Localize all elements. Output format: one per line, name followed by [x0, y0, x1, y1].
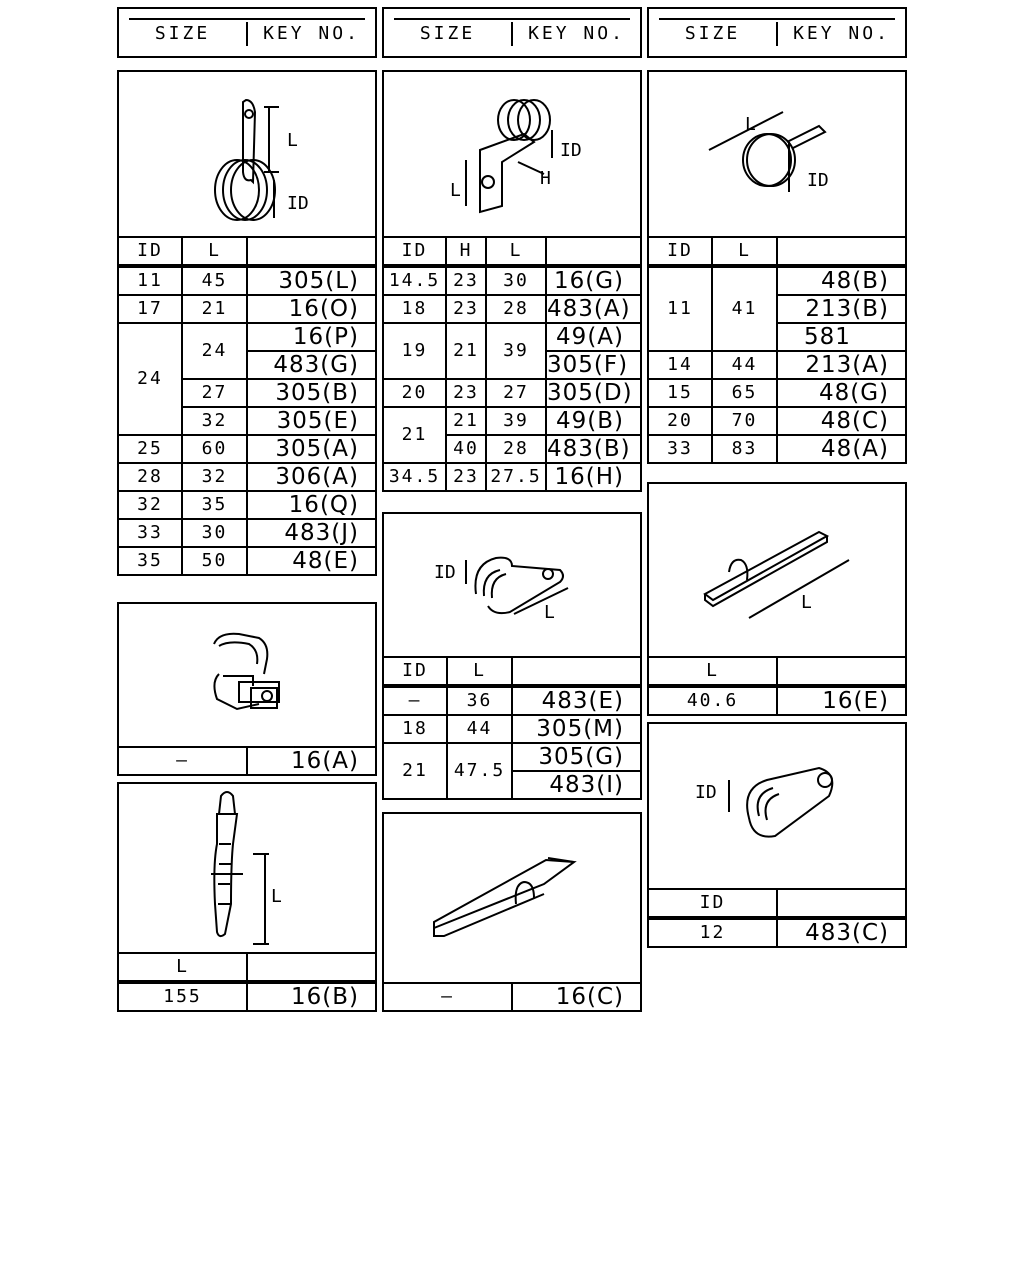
table-row: 15 65 48(G) [648, 379, 906, 407]
table-row: — 16(A) [118, 747, 376, 775]
table-row: 32 35 16(Q) [118, 491, 376, 519]
table-row: 25 60 305(A) [118, 435, 376, 463]
dim-L: L [745, 114, 756, 135]
table-row: 483(I) [383, 771, 641, 799]
header-col2 [382, 7, 642, 58]
table-row: 20 23 27 305(D) [383, 379, 641, 407]
table-row: 34.5 23 27.5 16(H) [383, 463, 641, 491]
key-no-label: KEY NO. [528, 23, 625, 44]
table-col3-strap: L 40.6 16(E) [647, 656, 907, 716]
size-label: SIZE [384, 22, 513, 46]
table-col2-bracket: ID H L 14.5 23 30 16(G) 18 23 28 483(A) 19 21 39 49(A) 305(F) 20 23 27 305(D) 21 21 39 49(B) 40 28 483(B) 34.5 23 27.5 16(H) [382, 236, 642, 492]
strap-clip-drawing [649, 484, 905, 656]
key-no-label: KEY NO. [263, 23, 360, 44]
header-col1 [117, 7, 377, 58]
bracket-clamp-drawing [384, 72, 640, 236]
figure-strap-clip [647, 482, 907, 658]
dim-ID: ID [287, 193, 309, 214]
figure-p-clip [647, 722, 907, 890]
table-col1-clip [117, 746, 377, 776]
table-row: 14.5 23 30 16(G) [383, 266, 641, 295]
dim-ID: ID [434, 562, 456, 583]
size-label: SIZE [649, 22, 778, 46]
figure-flat-bracket [382, 812, 642, 984]
flat-bracket-drawing [384, 814, 640, 982]
dim-ID: ID [560, 140, 582, 161]
header-col3 [647, 7, 907, 58]
table-row: 483(G) [118, 351, 376, 379]
clamp-tab-drawing [119, 72, 375, 236]
col-header-l: L [182, 237, 247, 266]
dim-ID: ID [695, 782, 717, 803]
table-row: 28 32 306(A) [118, 463, 376, 491]
dim-L: L [271, 886, 282, 907]
table-row: 33 83 48(A) [648, 435, 906, 463]
table-row: 33 30 483(J) [118, 519, 376, 547]
table-col2-flatclip: ID L — 36 483(E) 18 44 305(M) 21 47.5 305(G) 483(I) [382, 656, 642, 800]
table-row: 20 70 48(C) [648, 407, 906, 435]
dim-L: L [801, 592, 812, 613]
table-row: 21 47.5 305(G) [383, 743, 641, 771]
table-row: 18 23 28 483(A) [383, 295, 641, 323]
table-col3-pclip: ID 12 483(C) [647, 888, 907, 948]
table-row: 40.6 16(E) [648, 686, 906, 715]
figure-flat-clip [382, 512, 642, 658]
table-row: 581 [648, 323, 906, 351]
table-row: 27 305(B) [118, 379, 376, 407]
table-row: 213(B) [648, 295, 906, 323]
figure-cable-tie [117, 782, 377, 954]
table-row: — 16(C) [383, 983, 641, 1011]
figure-band-clamp [647, 70, 907, 238]
table-row: 40 28 483(B) [383, 435, 641, 463]
table-row: 12 483(C) [648, 918, 906, 947]
p-clip-drawing [649, 724, 905, 888]
dim-H: H [540, 168, 551, 189]
flat-clip-drawing [384, 514, 640, 656]
figure-bracket-clamp [382, 70, 642, 238]
dim-L: L [544, 602, 555, 623]
cable-tie-drawing [119, 784, 375, 952]
band-clamp-drawing [649, 72, 905, 236]
table-row: 21 21 39 49(B) [383, 407, 641, 435]
table-col1-tie: L 155 16(B) [117, 952, 377, 1012]
figure-clip-connector [117, 602, 377, 748]
table-row: — 36 483(E) [383, 686, 641, 715]
table-row: 19 21 39 49(A) [383, 323, 641, 351]
col-header-key [247, 237, 376, 266]
table-row: 305(F) [383, 351, 641, 379]
table-row: 32 305(E) [118, 407, 376, 435]
clip-connector-drawing [119, 604, 375, 746]
table-row: 11 45 305(L) [118, 266, 376, 295]
size-label: SIZE [119, 22, 248, 46]
key-no-label: KEY NO. [793, 23, 890, 44]
table-row: 18 44 305(M) [383, 715, 641, 743]
table-col2-flatbracket [382, 982, 642, 1012]
dim-ID: ID [807, 170, 829, 191]
table-col1-clamps [117, 236, 377, 576]
table-row: 155 16(B) [118, 982, 376, 1011]
table-row: 35 50 48(E) [118, 547, 376, 575]
figure-clamp-with-tab [117, 70, 377, 238]
col-header-id: ID [118, 237, 182, 266]
table-row: 14 44 213(A) [648, 351, 906, 379]
table-row: 17 21 16(O) [118, 295, 376, 323]
dim-L: L [450, 180, 461, 201]
dim-L: L [287, 130, 298, 151]
table-row: 11 41 48(B) [648, 266, 906, 295]
table-col3-band: ID L 11 41 48(B) 213(B) 581 14 44 213(A) 15 65 48(G) 20 70 48(C) 33 83 48(A) [647, 236, 907, 464]
table-row: 24 24 16(P) [118, 323, 376, 351]
